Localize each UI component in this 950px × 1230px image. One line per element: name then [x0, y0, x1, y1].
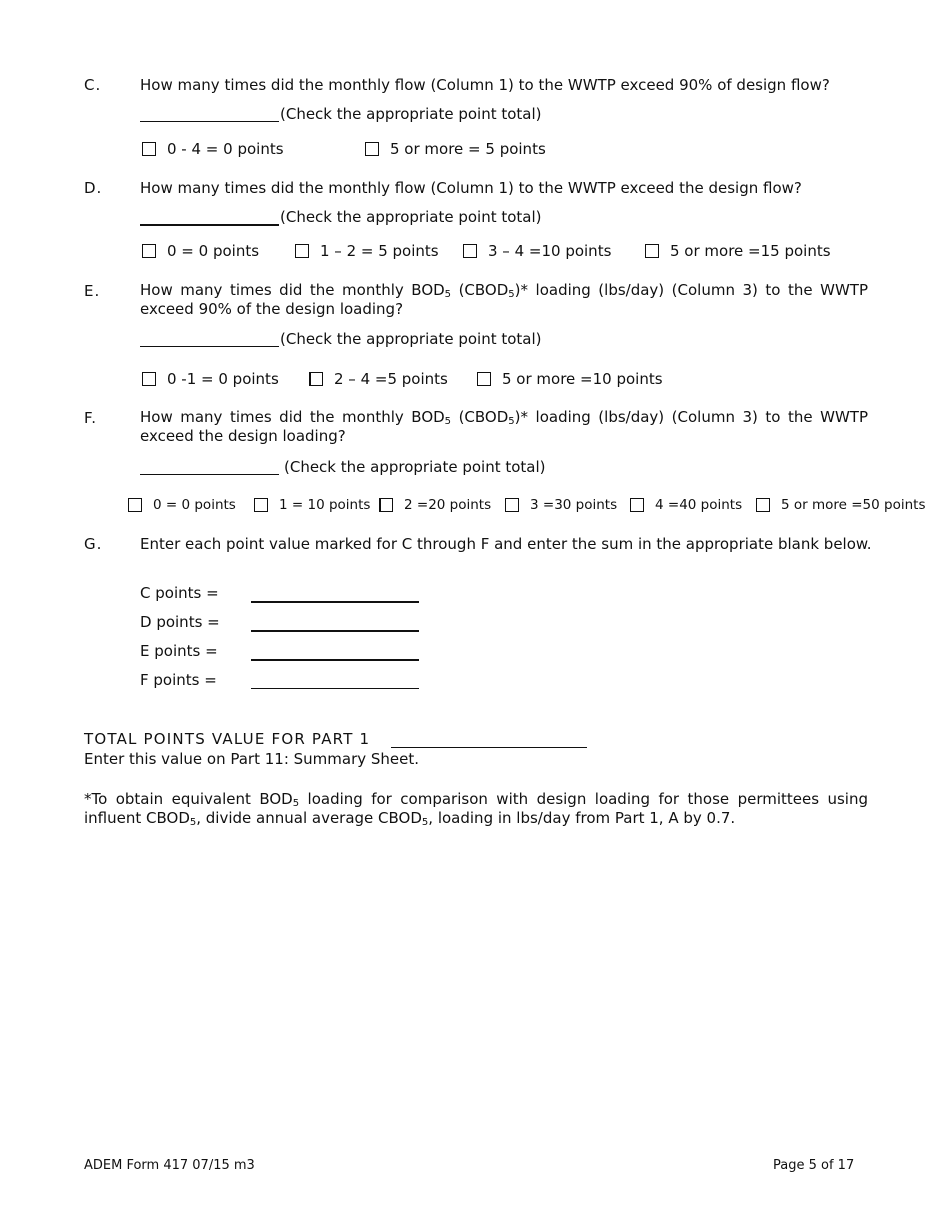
checkbox[interactable]: [309, 372, 323, 386]
question-d-blank[interactable]: [140, 208, 279, 226]
question-f-hint: (Check the appropriate point total): [284, 458, 546, 476]
question-c-text: How many times did the monthly flow (Column 1) to the WWTP exceed 90% of design flow?: [140, 76, 830, 94]
form-id: ADEM Form 417 07/15 m3: [84, 1158, 255, 1173]
checkbox[interactable]: [756, 498, 770, 512]
checkbox[interactable]: [477, 372, 491, 386]
question-e-blank[interactable]: [140, 330, 279, 347]
checkbox[interactable]: [463, 244, 477, 258]
question-d-number: D.: [84, 179, 103, 197]
question-c-blank[interactable]: [140, 105, 279, 122]
checkbox[interactable]: [379, 498, 393, 512]
question-c-hint: (Check the appropriate point total): [280, 105, 542, 123]
question-f-option-4[interactable]: 3 =30 points: [505, 497, 617, 513]
c-points-label: C points =: [140, 584, 219, 602]
f-points-field[interactable]: [251, 687, 419, 689]
checkbox[interactable]: [295, 244, 309, 258]
checkbox[interactable]: [254, 498, 268, 512]
question-f-blank[interactable]: [140, 458, 279, 475]
checkbox[interactable]: [365, 142, 379, 156]
question-f-option-3[interactable]: 2 =20 points: [379, 497, 491, 513]
c-points-field[interactable]: [251, 600, 419, 603]
question-d-option-4[interactable]: 5 or more =15 points: [645, 242, 831, 260]
question-f-number: F.: [84, 409, 97, 427]
question-f-option-2[interactable]: 1 = 10 points: [254, 497, 370, 513]
question-e-option-3[interactable]: 5 or more =10 points: [477, 370, 663, 388]
question-c-option-2[interactable]: 5 or more = 5 points: [365, 140, 546, 158]
question-e-number: E.: [84, 282, 101, 300]
question-e-option-2[interactable]: 2 – 4 =5 points: [309, 370, 448, 388]
checkbox[interactable]: [645, 244, 659, 258]
question-f-option-1[interactable]: 0 = 0 points: [128, 497, 236, 513]
question-g-number: G.: [84, 535, 103, 553]
question-c-number: C.: [84, 76, 102, 94]
question-e-option-1[interactable]: 0 -1 = 0 points: [142, 370, 279, 388]
total-points-field[interactable]: [391, 746, 587, 748]
f-points-label: F points =: [140, 671, 217, 689]
question-d-option-2[interactable]: 1 – 2 = 5 points: [295, 242, 439, 260]
d-points-field[interactable]: [251, 629, 419, 632]
checkbox[interactable]: [142, 244, 156, 258]
question-f-text: How many times did the monthly $BOD_5$ $(CBOD_5)*$ loading (lbs/day) (Column 3) to the WWTP exceed the design loading?: [140, 408, 868, 445]
checkbox[interactable]: [630, 498, 644, 512]
checkbox[interactable]: [142, 142, 156, 156]
footnote: *To obtain equivalent $BOD_5$ loading for comparison with design loading for those permittees using influent $CBOD_5$, divide annual average $CBOD_5$, loading in lbs/day from Part 1, A by 0.7.: [84, 790, 869, 828]
question-e-text: How many times did the monthly $BOD_5$ $(CBOD_5)*$ loading (lbs/day) (Column 3) to the WWTP exceed 90% of the design loading?: [140, 281, 868, 318]
question-g-text: Enter each point value marked for C through F and enter the sum in the appropriate blank below.: [140, 535, 872, 553]
question-c-option-1[interactable]: 0 - 4 = 0 points: [142, 140, 284, 158]
e-points-label: E points =: [140, 642, 218, 660]
question-f-option-6[interactable]: 5 or more =50 points: [756, 497, 926, 513]
total-points-label: TOTAL POINTS VALUE FOR PART 1: [84, 730, 371, 748]
question-d-hint: (Check the appropriate point total): [280, 208, 542, 226]
d-points-label: D points =: [140, 613, 220, 631]
page-number: Page 5 of 17: [773, 1158, 855, 1173]
question-d-text: How many times did the monthly flow (Column 1) to the WWTP exceed the design flow?: [140, 179, 802, 197]
question-d-option-3[interactable]: 3 – 4 =10 points: [463, 242, 611, 260]
question-e-hint: (Check the appropriate point total): [280, 330, 542, 348]
question-d-option-1[interactable]: 0 = 0 points: [142, 242, 259, 260]
checkbox[interactable]: [128, 498, 142, 512]
checkbox[interactable]: [505, 498, 519, 512]
total-points-note: Enter this value on Part 11: Summary Sheet.: [84, 750, 420, 768]
e-points-field[interactable]: [251, 658, 419, 661]
question-f-option-5[interactable]: 4 =40 points: [630, 497, 742, 513]
checkbox[interactable]: [142, 372, 156, 386]
